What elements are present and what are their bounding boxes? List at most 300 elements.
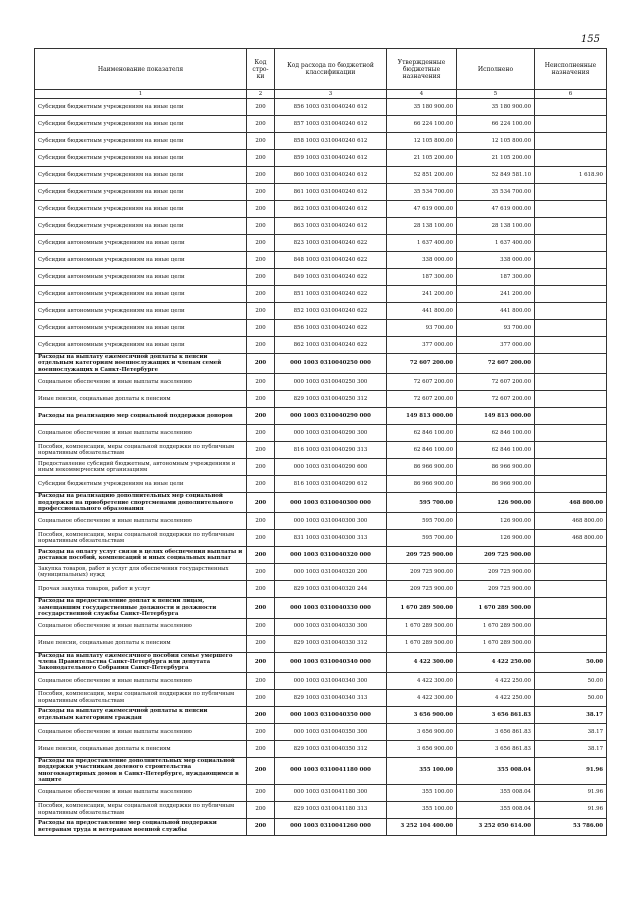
table-row xyxy=(35,818,607,835)
row-classification-code: 000 1003 0310041180 300 xyxy=(275,784,387,801)
table-row xyxy=(35,689,607,706)
table-row xyxy=(35,493,607,513)
row-approved-amount: 66 224 100.00 xyxy=(387,116,457,133)
row-executed-amount: 126 900.00 xyxy=(457,530,535,547)
row-line-code: 200 xyxy=(247,547,275,564)
row-name: Субсидии бюджетным учреждениям на иные цели xyxy=(35,133,247,150)
row-name: Расходы на оплату услуг связи в целях обеспечения выплаты и доставки пособий, компенсаций и иных социальных выплат xyxy=(35,547,247,564)
row-unexecuted-amount xyxy=(535,425,607,442)
row-approved-amount: 1 670 289 500.00 xyxy=(387,635,457,652)
row-line-code: 200 xyxy=(247,252,275,269)
row-name: Социальное обеспечение и иные выплаты населению xyxy=(35,425,247,442)
table-row xyxy=(35,706,607,723)
table-row xyxy=(35,598,607,618)
row-line-code: 200 xyxy=(247,218,275,235)
table-row xyxy=(35,354,607,374)
row-name: Субсидии автономным учреждениям на иные цели xyxy=(35,303,247,320)
row-unexecuted-amount xyxy=(535,354,607,374)
row-executed-amount: 72 607 200.00 xyxy=(457,374,535,391)
table-row xyxy=(35,150,607,167)
row-classification-code: 829 1003 0310041180 313 xyxy=(275,801,387,818)
row-classification-code: 000 1003 0310040340 000 xyxy=(275,652,387,672)
table-row xyxy=(35,652,607,672)
row-line-code: 200 xyxy=(247,818,275,835)
row-approved-amount: 4 422 300.00 xyxy=(387,652,457,672)
row-executed-amount: 72 607 200.00 xyxy=(457,391,535,408)
header-unexecuted: Неисполненные назначения xyxy=(535,49,607,90)
row-approved-amount: 441 800.00 xyxy=(387,303,457,320)
row-approved-amount: 338 000.00 xyxy=(387,252,457,269)
row-unexecuted-amount xyxy=(535,547,607,564)
row-line-code: 200 xyxy=(247,391,275,408)
row-approved-amount: 35 180 900.00 xyxy=(387,99,457,116)
table-row xyxy=(35,408,607,425)
row-name: Закупка товаров, работ и услуг для обеспечения государственных (муниципальных) нужд xyxy=(35,564,247,581)
row-unexecuted-amount xyxy=(535,337,607,354)
row-classification-code: 829 1003 0310040250 312 xyxy=(275,391,387,408)
row-name: Иные пенсии, социальные доплаты к пенсиям xyxy=(35,391,247,408)
table-row xyxy=(35,201,607,218)
table-row xyxy=(35,116,607,133)
row-classification-code: 000 1003 0310040320 000 xyxy=(275,547,387,564)
row-unexecuted-amount: 1 618.90 xyxy=(535,167,607,184)
row-approved-amount: 4 422 300.00 xyxy=(387,672,457,689)
row-line-code: 200 xyxy=(247,442,275,459)
row-unexecuted-amount: 50.00 xyxy=(535,672,607,689)
row-name: Расходы на реализацию дополнительных мер социальной поддержки на приобретение спортсменами дополнительного профессионального образования xyxy=(35,493,247,513)
row-classification-code: 859 1003 0310040240 612 xyxy=(275,150,387,167)
row-line-code: 200 xyxy=(247,337,275,354)
row-unexecuted-amount xyxy=(535,252,607,269)
row-approved-amount: 241 200.00 xyxy=(387,286,457,303)
row-name: Расходы на предоставление доплат к пенсии лицам, замещавшим государственные должности и должности государственной службы Санкт-Петербурга xyxy=(35,598,247,618)
row-executed-amount: 86 966 900.00 xyxy=(457,476,535,493)
row-unexecuted-amount xyxy=(535,286,607,303)
row-name: Субсидии автономным учреждениям на иные цели xyxy=(35,235,247,252)
row-classification-code: 000 1003 0310040290 000 xyxy=(275,408,387,425)
row-unexecuted-amount xyxy=(535,99,607,116)
row-classification-code: 000 1003 0310040350 000 xyxy=(275,706,387,723)
row-executed-amount: 3 656 861.83 xyxy=(457,740,535,757)
row-classification-code: 000 1003 0310040320 200 xyxy=(275,564,387,581)
row-name: Социальное обеспечение и иные выплаты населению xyxy=(35,374,247,391)
table-row xyxy=(35,784,607,801)
row-approved-amount: 62 846 100.00 xyxy=(387,442,457,459)
row-executed-amount: 3 656 861.83 xyxy=(457,706,535,723)
table-row xyxy=(35,235,607,252)
row-name: Субсидии автономным учреждениям на иные цели xyxy=(35,320,247,337)
row-line-code: 200 xyxy=(247,652,275,672)
row-unexecuted-amount xyxy=(535,303,607,320)
row-executed-amount: 241 200.00 xyxy=(457,286,535,303)
row-line-code: 200 xyxy=(247,740,275,757)
row-name: Субсидии бюджетным учреждениям на иные цели xyxy=(35,116,247,133)
row-unexecuted-amount: 38.17 xyxy=(535,723,607,740)
row-unexecuted-amount xyxy=(535,408,607,425)
row-unexecuted-amount xyxy=(535,218,607,235)
column-index: 4 xyxy=(387,90,457,99)
table-row xyxy=(35,425,607,442)
row-approved-amount: 1 670 289 500.00 xyxy=(387,618,457,635)
row-approved-amount: 187 300.00 xyxy=(387,269,457,286)
row-classification-code: 831 1003 0310040300 313 xyxy=(275,530,387,547)
table-row xyxy=(35,184,607,201)
row-executed-amount: 209 725 900.00 xyxy=(457,581,535,598)
header-line-code: Код стро-ки xyxy=(247,49,275,90)
row-executed-amount: 209 725 900.00 xyxy=(457,547,535,564)
row-unexecuted-amount xyxy=(535,201,607,218)
table-row xyxy=(35,635,607,652)
row-line-code: 200 xyxy=(247,801,275,818)
row-line-code: 200 xyxy=(247,706,275,723)
row-classification-code: 000 1003 0310041260 000 xyxy=(275,818,387,835)
row-line-code: 200 xyxy=(247,598,275,618)
row-approved-amount: 355 100.00 xyxy=(387,801,457,818)
table-row xyxy=(35,374,607,391)
row-executed-amount: 21 105 200.00 xyxy=(457,150,535,167)
row-approved-amount: 12 105 800.00 xyxy=(387,133,457,150)
row-executed-amount: 355 008.04 xyxy=(457,801,535,818)
table-row xyxy=(35,801,607,818)
table-header-row xyxy=(35,49,607,90)
row-unexecuted-amount xyxy=(535,269,607,286)
row-executed-amount: 355 008.04 xyxy=(457,784,535,801)
row-name: Пособия, компенсации, меры социальной поддержки по публичным нормативным обязательствам xyxy=(35,689,247,706)
row-classification-code: 000 1003 0310040350 300 xyxy=(275,723,387,740)
row-classification-code: 856 1003 0310040240 622 xyxy=(275,320,387,337)
row-executed-amount: 1 670 289 500.00 xyxy=(457,635,535,652)
column-index-row xyxy=(35,90,607,99)
column-index: 3 xyxy=(275,90,387,99)
row-classification-code: 857 1003 0310040240 612 xyxy=(275,116,387,133)
row-executed-amount: 86 966 900.00 xyxy=(457,459,535,476)
row-approved-amount: 93 700.00 xyxy=(387,320,457,337)
row-unexecuted-amount xyxy=(535,374,607,391)
table-row xyxy=(35,442,607,459)
row-name: Пособия, компенсации, меры социальной поддержки по публичным нормативным обязательствам xyxy=(35,442,247,459)
table-row xyxy=(35,564,607,581)
page-number: 155 xyxy=(580,34,600,45)
row-name: Расходы на предоставление дополнительных мер социальной поддержки участникам долевого строительства многоквартирных домов в Санкт-Петербурге, нуждающимся в защите xyxy=(35,757,247,784)
row-classification-code: 000 1003 0310040330 300 xyxy=(275,618,387,635)
row-line-code: 200 xyxy=(247,320,275,337)
row-approved-amount: 35 534 700.00 xyxy=(387,184,457,201)
row-executed-amount: 338 000.00 xyxy=(457,252,535,269)
row-line-code: 200 xyxy=(247,513,275,530)
table-row xyxy=(35,133,607,150)
table-row xyxy=(35,252,607,269)
table-row xyxy=(35,337,607,354)
row-line-code: 200 xyxy=(247,99,275,116)
row-approved-amount: 4 422 300.00 xyxy=(387,689,457,706)
row-unexecuted-amount xyxy=(535,391,607,408)
row-line-code: 200 xyxy=(247,425,275,442)
row-line-code: 200 xyxy=(247,116,275,133)
row-line-code: 200 xyxy=(247,635,275,652)
row-name: Субсидии бюджетным учреждениям на иные цели xyxy=(35,184,247,201)
row-line-code: 200 xyxy=(247,133,275,150)
row-classification-code: 816 1003 0310040290 313 xyxy=(275,442,387,459)
row-line-code: 200 xyxy=(247,757,275,784)
row-executed-amount: 62 846 100.00 xyxy=(457,425,535,442)
row-approved-amount: 47 619 000.00 xyxy=(387,201,457,218)
row-classification-code: 000 1003 0310040300 000 xyxy=(275,493,387,513)
row-approved-amount: 52 851 200.00 xyxy=(387,167,457,184)
row-unexecuted-amount xyxy=(535,598,607,618)
row-approved-amount: 3 656 900.00 xyxy=(387,723,457,740)
row-classification-code: 000 1003 0310040300 300 xyxy=(275,513,387,530)
row-name: Социальное обеспечение и иные выплаты населению xyxy=(35,672,247,689)
row-line-code: 200 xyxy=(247,459,275,476)
row-line-code: 200 xyxy=(247,201,275,218)
row-unexecuted-amount xyxy=(535,235,607,252)
row-line-code: 200 xyxy=(247,354,275,374)
table-row xyxy=(35,320,607,337)
row-classification-code: 852 1003 0310040240 622 xyxy=(275,303,387,320)
header-executed: Исполнено xyxy=(457,49,535,90)
row-unexecuted-amount: 38.17 xyxy=(535,706,607,723)
row-unexecuted-amount: 468 800.00 xyxy=(535,530,607,547)
row-approved-amount: 595 700.00 xyxy=(387,513,457,530)
row-approved-amount: 355 100.00 xyxy=(387,757,457,784)
row-approved-amount: 86 966 900.00 xyxy=(387,459,457,476)
row-executed-amount: 4 422 250.00 xyxy=(457,672,535,689)
row-classification-code: 829 1003 0310040320 244 xyxy=(275,581,387,598)
row-name: Иные пенсии, социальные доплаты к пенсиям xyxy=(35,740,247,757)
row-approved-amount: 209 725 900.00 xyxy=(387,547,457,564)
row-executed-amount: 12 105 800.00 xyxy=(457,133,535,150)
row-classification-code: 000 1003 0310040250 000 xyxy=(275,354,387,374)
row-executed-amount: 62 846 100.00 xyxy=(457,442,535,459)
row-unexecuted-amount xyxy=(535,564,607,581)
row-line-code: 200 xyxy=(247,784,275,801)
row-classification-code: 000 1003 0310041180 000 xyxy=(275,757,387,784)
row-classification-code: 823 1003 0310040240 622 xyxy=(275,235,387,252)
row-approved-amount: 21 105 200.00 xyxy=(387,150,457,167)
row-name: Социальное обеспечение и иные выплаты населению xyxy=(35,513,247,530)
row-classification-code: 863 1003 0310040240 612 xyxy=(275,218,387,235)
row-classification-code: 816 1003 0310040290 612 xyxy=(275,476,387,493)
table-row xyxy=(35,530,607,547)
row-unexecuted-amount xyxy=(535,133,607,150)
column-index: 2 xyxy=(247,90,275,99)
table-row xyxy=(35,723,607,740)
row-classification-code: 851 1003 0310040240 622 xyxy=(275,286,387,303)
row-name: Расходы на выплату ежемесячной доплаты к пенсии отдельным категориям военнослужащих и членам семей военнослужащих в Санкт-Петербурге xyxy=(35,354,247,374)
row-approved-amount: 377 000.00 xyxy=(387,337,457,354)
row-approved-amount: 3 656 900.00 xyxy=(387,706,457,723)
table-row xyxy=(35,286,607,303)
header-name: Наименование показателя xyxy=(35,49,247,90)
row-name: Субсидии бюджетным учреждениям на иные цели xyxy=(35,476,247,493)
row-line-code: 200 xyxy=(247,530,275,547)
row-classification-code: 848 1003 0310040240 622 xyxy=(275,252,387,269)
row-classification-code: 829 1003 0310040340 313 xyxy=(275,689,387,706)
row-unexecuted-amount xyxy=(535,320,607,337)
row-line-code: 200 xyxy=(247,408,275,425)
row-line-code: 200 xyxy=(247,269,275,286)
table-row xyxy=(35,218,607,235)
row-line-code: 200 xyxy=(247,167,275,184)
row-executed-amount: 52 849 581.10 xyxy=(457,167,535,184)
table-row xyxy=(35,513,607,530)
row-classification-code: 860 1003 0310040240 612 xyxy=(275,167,387,184)
row-executed-amount: 4 422 250.00 xyxy=(457,689,535,706)
row-executed-amount: 35 180 900.00 xyxy=(457,99,535,116)
row-line-code: 200 xyxy=(247,581,275,598)
row-classification-code: 849 1003 0310040240 622 xyxy=(275,269,387,286)
row-approved-amount: 62 846 100.00 xyxy=(387,425,457,442)
row-classification-code: 862 1003 0310040240 622 xyxy=(275,337,387,354)
row-executed-amount: 47 619 000.00 xyxy=(457,201,535,218)
row-classification-code: 862 1003 0310040240 612 xyxy=(275,201,387,218)
row-approved-amount: 595 700.00 xyxy=(387,530,457,547)
row-unexecuted-amount: 38.17 xyxy=(535,740,607,757)
row-executed-amount: 3 656 861.83 xyxy=(457,723,535,740)
row-approved-amount: 72 607 200.00 xyxy=(387,391,457,408)
row-unexecuted-amount xyxy=(535,442,607,459)
table-row xyxy=(35,459,607,476)
row-unexecuted-amount: 91.96 xyxy=(535,801,607,818)
row-unexecuted-amount xyxy=(535,150,607,167)
header-approved: Утвержденные бюджетные назначения xyxy=(387,49,457,90)
row-approved-amount: 1 670 289 500.00 xyxy=(387,598,457,618)
row-unexecuted-amount xyxy=(535,116,607,133)
row-classification-code: 000 1003 0310040250 300 xyxy=(275,374,387,391)
row-name: Пособия, компенсации, меры социальной поддержки по публичным нормативным обязательствам xyxy=(35,801,247,818)
row-executed-amount: 3 252 050 614.00 xyxy=(457,818,535,835)
row-name: Субсидии автономным учреждениям на иные цели xyxy=(35,337,247,354)
row-classification-code: 000 1003 0310040290 300 xyxy=(275,425,387,442)
table-row xyxy=(35,740,607,757)
row-classification-code: 829 1003 0310040350 312 xyxy=(275,740,387,757)
row-line-code: 200 xyxy=(247,493,275,513)
row-unexecuted-amount: 468 800.00 xyxy=(535,513,607,530)
row-name: Субсидии автономным учреждениям на иные цели xyxy=(35,269,247,286)
row-unexecuted-amount xyxy=(535,459,607,476)
row-name: Расходы на реализацию мер социальной поддержки доноров xyxy=(35,408,247,425)
row-executed-amount: 355 008.04 xyxy=(457,757,535,784)
row-line-code: 200 xyxy=(247,286,275,303)
row-approved-amount: 72 607 200.00 xyxy=(387,374,457,391)
row-executed-amount: 1 637 400.00 xyxy=(457,235,535,252)
table-body xyxy=(35,99,607,836)
row-name: Расходы на выплату ежемесячной доплаты к пенсии отдельным категориям граждан xyxy=(35,706,247,723)
row-executed-amount: 28 138 100.00 xyxy=(457,218,535,235)
row-name: Расходы на выплату ежемесячного пособия семье умершего члена Правительства Санкт-Петербурга или депутата Законодательного Собрания Санкт-Петербурга xyxy=(35,652,247,672)
row-unexecuted-amount: 91.96 xyxy=(535,757,607,784)
row-line-code: 200 xyxy=(247,184,275,201)
row-executed-amount: 4 422 250.00 xyxy=(457,652,535,672)
row-executed-amount: 209 725 900.00 xyxy=(457,564,535,581)
row-line-code: 200 xyxy=(247,618,275,635)
row-approved-amount: 3 656 900.00 xyxy=(387,740,457,757)
row-name: Социальное обеспечение и иные выплаты населению xyxy=(35,723,247,740)
row-approved-amount: 209 725 900.00 xyxy=(387,564,457,581)
row-line-code: 200 xyxy=(247,723,275,740)
row-executed-amount: 35 534 700.00 xyxy=(457,184,535,201)
row-approved-amount: 1 637 400.00 xyxy=(387,235,457,252)
row-name: Субсидии бюджетным учреждениям на иные цели xyxy=(35,201,247,218)
table-row xyxy=(35,167,607,184)
row-approved-amount: 3 252 104 400.00 xyxy=(387,818,457,835)
row-approved-amount: 28 138 100.00 xyxy=(387,218,457,235)
row-classification-code: 861 1003 0310040240 612 xyxy=(275,184,387,201)
row-unexecuted-amount: 91.96 xyxy=(535,784,607,801)
row-executed-amount: 66 224 100.00 xyxy=(457,116,535,133)
table-row xyxy=(35,672,607,689)
row-unexecuted-amount: 53 786.00 xyxy=(535,818,607,835)
row-name: Субсидии автономным учреждениям на иные цели xyxy=(35,286,247,303)
row-name: Прочая закупка товаров, работ и услуг xyxy=(35,581,247,598)
row-executed-amount: 149 813 000.00 xyxy=(457,408,535,425)
row-name: Пособия, компенсации, меры социальной поддержки по публичным нормативным обязательствам xyxy=(35,530,247,547)
table-row xyxy=(35,618,607,635)
row-unexecuted-amount xyxy=(535,476,607,493)
table-row xyxy=(35,391,607,408)
row-executed-amount: 441 800.00 xyxy=(457,303,535,320)
row-name: Расходы на предоставление мер социальной поддержки ветеранам труда и ветеранам военной службы xyxy=(35,818,247,835)
row-executed-amount: 377 000.00 xyxy=(457,337,535,354)
row-classification-code: 829 1003 0310040330 312 xyxy=(275,635,387,652)
row-name: Предоставление субсидий бюджетным, автономным учреждениям и иным некоммерческим организациям xyxy=(35,459,247,476)
row-executed-amount: 126 900.00 xyxy=(457,513,535,530)
row-unexecuted-amount: 50.00 xyxy=(535,689,607,706)
row-line-code: 200 xyxy=(247,303,275,320)
row-executed-amount: 93 700.00 xyxy=(457,320,535,337)
row-unexecuted-amount xyxy=(535,184,607,201)
row-line-code: 200 xyxy=(247,235,275,252)
row-unexecuted-amount xyxy=(535,581,607,598)
row-line-code: 200 xyxy=(247,689,275,706)
row-approved-amount: 595 700.00 xyxy=(387,493,457,513)
table-row xyxy=(35,99,607,116)
row-classification-code: 000 1003 0310040330 000 xyxy=(275,598,387,618)
row-approved-amount: 355 100.00 xyxy=(387,784,457,801)
row-line-code: 200 xyxy=(247,150,275,167)
table-row xyxy=(35,476,607,493)
row-classification-code: 000 1003 0310040290 600 xyxy=(275,459,387,476)
table-row xyxy=(35,757,607,784)
row-line-code: 200 xyxy=(247,476,275,493)
row-unexecuted-amount xyxy=(535,618,607,635)
row-name: Социальное обеспечение и иные выплаты населению xyxy=(35,784,247,801)
row-line-code: 200 xyxy=(247,374,275,391)
row-name: Социальное обеспечение и иные выплаты населению xyxy=(35,618,247,635)
column-index: 5 xyxy=(457,90,535,99)
row-classification-code: 000 1003 0310040340 300 xyxy=(275,672,387,689)
table-row xyxy=(35,269,607,286)
row-name: Субсидии бюджетным учреждениям на иные цели xyxy=(35,99,247,116)
row-name: Субсидии бюджетным учреждениям на иные цели xyxy=(35,150,247,167)
row-name: Субсидии бюджетным учреждениям на иные цели xyxy=(35,218,247,235)
row-approved-amount: 149 813 000.00 xyxy=(387,408,457,425)
header-classification-code: Код расхода по бюджетной классификации xyxy=(275,49,387,90)
row-name: Субсидии бюджетным учреждениям на иные цели xyxy=(35,167,247,184)
row-unexecuted-amount xyxy=(535,635,607,652)
row-executed-amount: 187 300.00 xyxy=(457,269,535,286)
row-classification-code: 856 1003 0310040240 612 xyxy=(275,99,387,116)
row-approved-amount: 86 966 900.00 xyxy=(387,476,457,493)
row-name: Иные пенсии, социальные доплаты к пенсиям xyxy=(35,635,247,652)
row-executed-amount: 72 607 200.00 xyxy=(457,354,535,374)
row-unexecuted-amount: 468 800.00 xyxy=(535,493,607,513)
row-line-code: 200 xyxy=(247,672,275,689)
column-index: 6 xyxy=(535,90,607,99)
row-executed-amount: 1 670 289 500.00 xyxy=(457,598,535,618)
row-name: Субсидии автономным учреждениям на иные цели xyxy=(35,252,247,269)
row-unexecuted-amount: 50.00 xyxy=(535,652,607,672)
